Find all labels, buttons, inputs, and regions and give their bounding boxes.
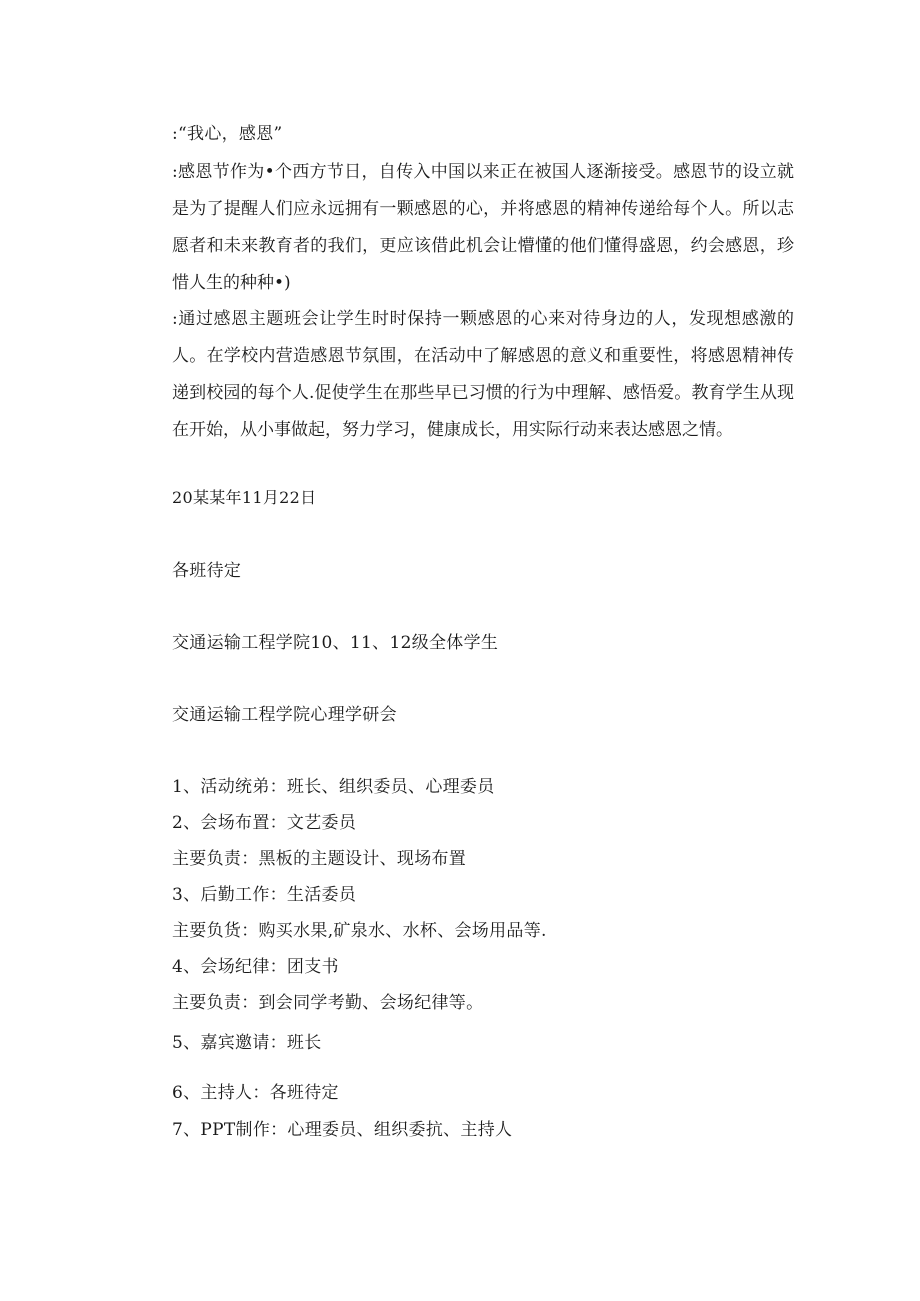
theme-line: :“我心，感恩” bbox=[172, 124, 283, 144]
division-item: 7、PPT制作：心理委员、组织委抗、主持人 bbox=[172, 1120, 513, 1140]
event-date: 20某某年11月22日 bbox=[172, 488, 317, 507]
division-item: 2、会场布置：文艺委员 bbox=[172, 813, 357, 833]
event-organizer: 交通运输工程学院心理学研会 bbox=[172, 705, 397, 725]
division-item: 5、嘉宾邀请：班长 bbox=[172, 1033, 322, 1053]
division-item: 主要负货：购买水果,矿泉水、水杯、会场用品等. bbox=[172, 921, 547, 941]
event-participants: 交通运输工程学院10、11、12级全体学生 bbox=[172, 633, 499, 653]
division-item: 6、主持人：各班待定 bbox=[172, 1083, 339, 1103]
division-item: 主要负责：黑板的主题设计、现场布置 bbox=[172, 849, 467, 869]
division-item: 主要负责：到会同学考勤、会场纪律等。 bbox=[172, 993, 484, 1013]
purpose-paragraph: :通过感恩主题班会让学生时时保持一颗感恩的心来对待身边的人，发现想感激的人。在学校内营造感恩节氛围，在活动中了解感恩的意义和重要性，将感恩精神传递到校园的每个人.促使学生在那些早已习惯的行为中理解、感悟爱。教育学生从现在开始，从小事做起，努力学习，健康成长，用实际行动来表达感恩之情。 bbox=[172, 309, 794, 440]
event-venue: 各班待定 bbox=[172, 561, 242, 581]
background-paragraph: :感恩节作为•个西方节日，自传入中国以来正在被国人逐渐接受。感恩节的设立就是为了提醒人们应永远拥有一颗感恩的心，并将感恩的精神传递给每个人。所以志愿者和未来教育者的我们，更应该借此机会让懵懂的他们懂得盛恩，约会感恩，珍惜人生的种种•) bbox=[172, 162, 794, 293]
division-item: 3、后勤工作：生活委员 bbox=[172, 885, 357, 905]
division-item: 4、会场纪律：团支书 bbox=[172, 957, 339, 977]
division-item: 1、活动统弟：班长、组织委员、心理委员 bbox=[172, 777, 495, 797]
